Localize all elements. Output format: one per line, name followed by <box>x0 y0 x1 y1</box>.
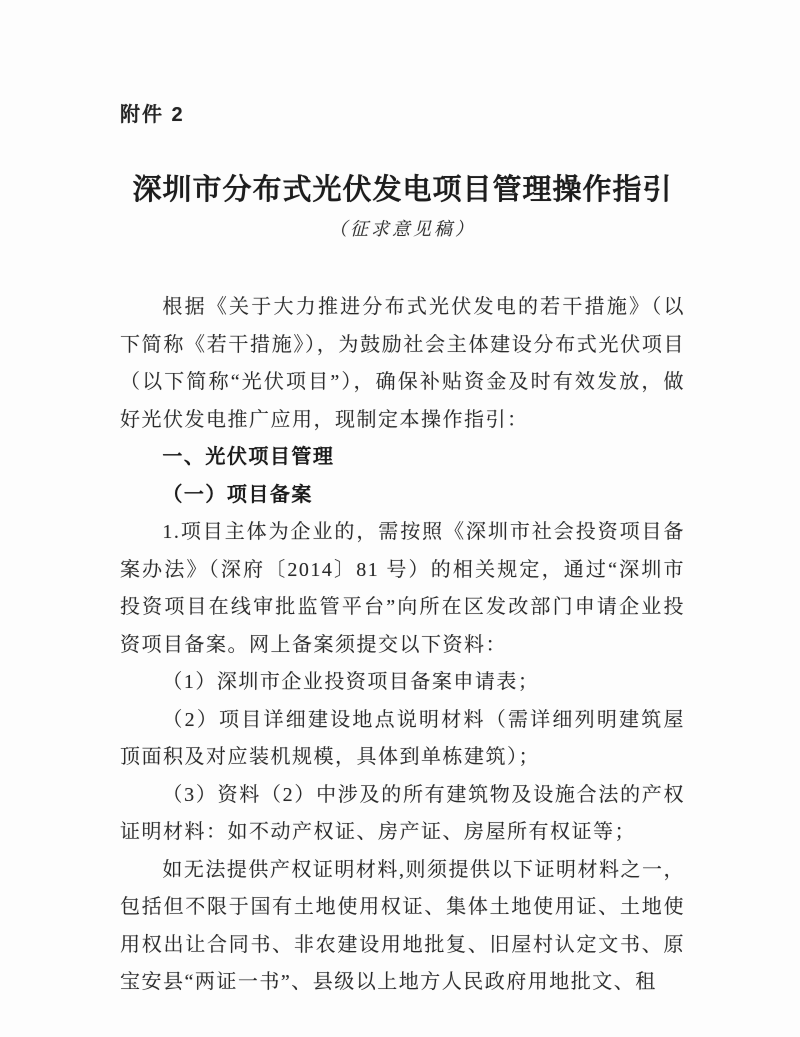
subsection-heading-project-filing: （一）项目备案 <box>162 483 313 506</box>
document-subtitle: （征求意见稿） <box>329 219 476 239</box>
intro-paragraph: 根据《关于大力推进分布式光伏发电的若干措施》（以下简称《若干措施》），为鼓励社会主体建设分布式光伏项目（以下简称“光伏项目”），确保补贴资金及时有效发放，做好光伏发电推广应用，现制定本操作指引： <box>120 296 685 431</box>
list-item-material-3: （3）资料（2）中涉及的所有建筑物及设施合法的产权证明材料：如不动产权证、房产证、房屋所有权证等； <box>120 783 685 843</box>
paragraph-filing-requirement: 1.项目主体为企业的，需按照《深圳市社会投资项目备案办法》（深府〔2014〕81 号）的相关规定，通过“深圳市投资项目在线审批监管平台”向所在区发改部门申请企业投资项目备案。网上备案须提交以下资料： <box>120 521 685 656</box>
attachment-label: 附件 2 <box>120 104 185 126</box>
list-item-material-1: （1）深圳市企业投资项目备案申请表； <box>162 671 540 693</box>
list-item-material-2: （2）项目详细建设地点说明材料（需详细列明建筑屋顶面积及对应装机规模，具体到单栋建筑）； <box>120 708 685 768</box>
document-body <box>120 289 685 1002</box>
section-heading-pv-project-management: 一、光伏项目管理 <box>162 446 335 468</box>
document-title: 深圳市分布式光伏发电项目管理操作指引 <box>132 174 673 206</box>
paragraph-alternative-proof: 如无法提供产权证明材料,则须提供以下证明材料之一，包括但不限于国有土地使用权证、集体土地使用证、土地使用权出让合同书、非农建设用地批复、旧屋村认定文书、原宝安县“两证一书”、县级以上地方人民政府用地批文、租 <box>120 858 685 993</box>
